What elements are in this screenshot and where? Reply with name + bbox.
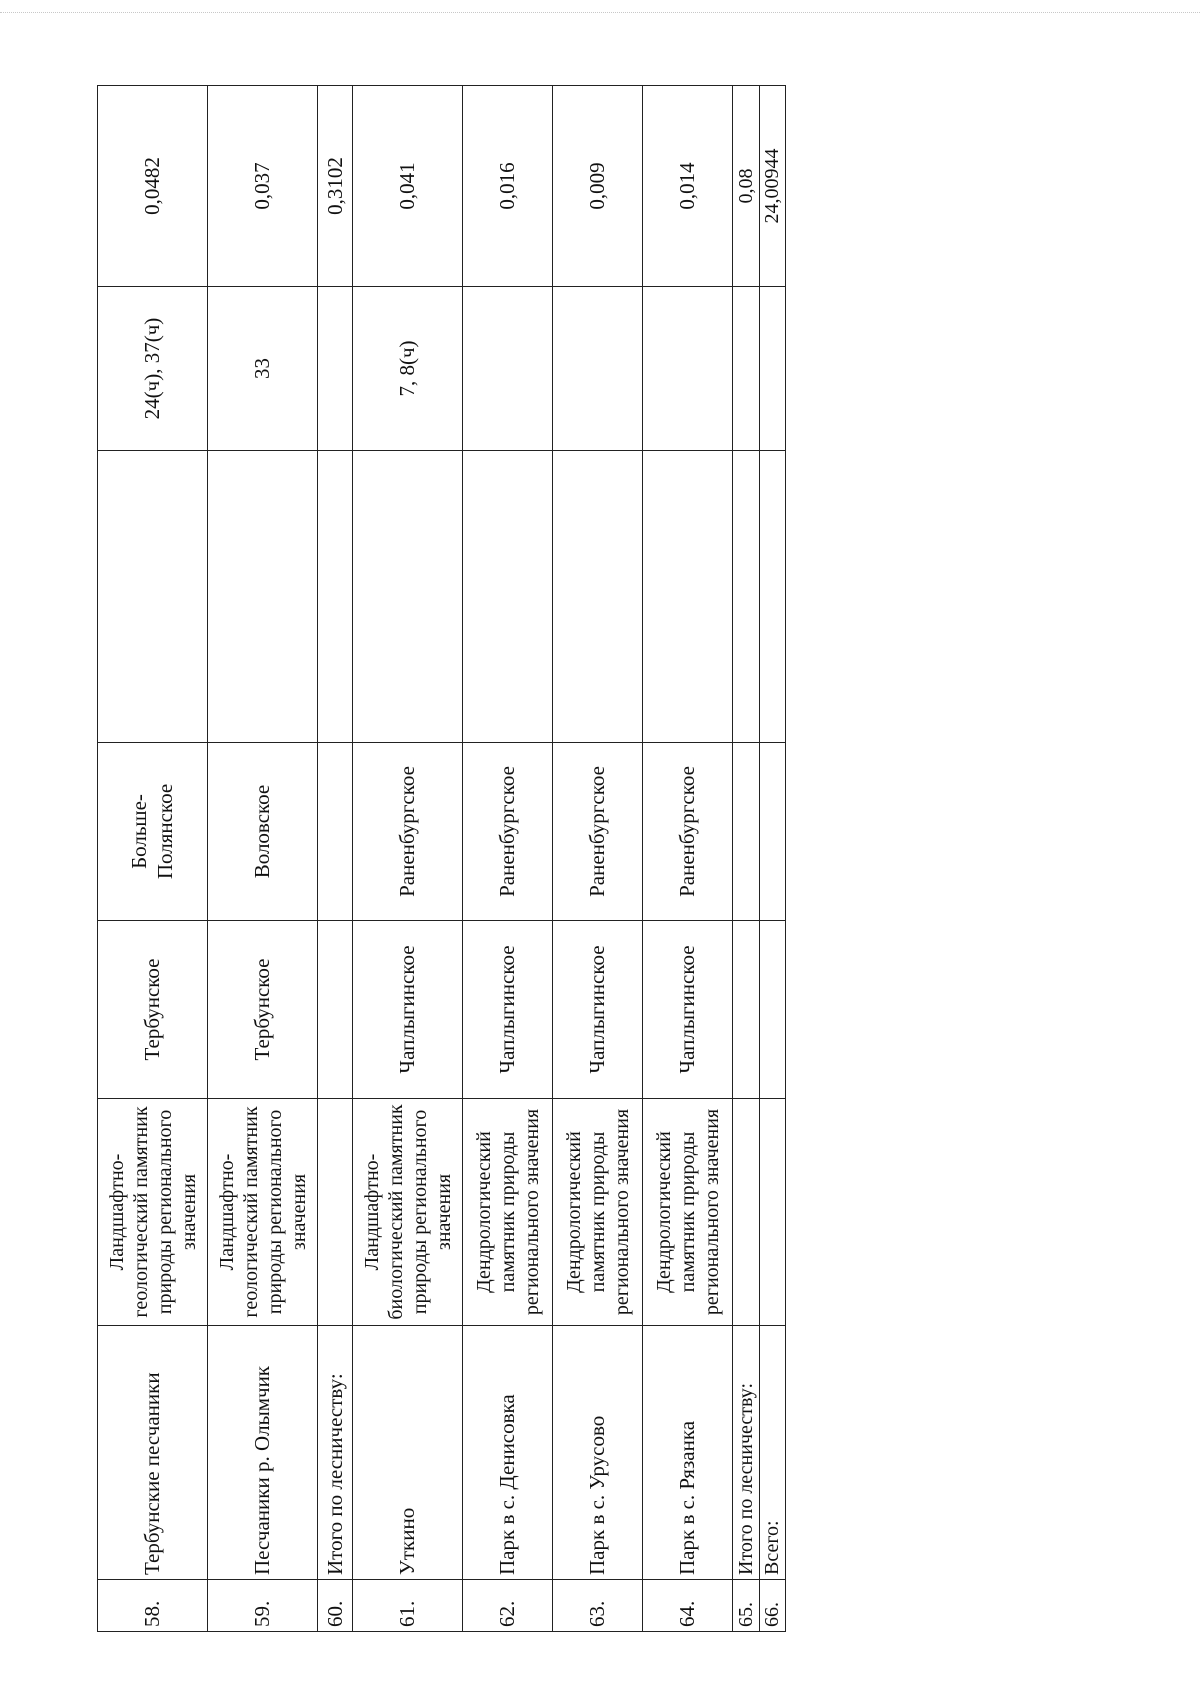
empty-cell	[759, 743, 785, 921]
area-value: 0,0482	[98, 86, 208, 287]
area-value: 0,037	[208, 86, 318, 287]
object-category: Дендрологический памятник природы регионального значения	[643, 1099, 733, 1326]
extra-cell	[643, 451, 733, 743]
row-number: 61.	[353, 1580, 463, 1632]
quarter-numbers: 7, 8(ч)	[353, 287, 463, 451]
forestry-name: Чаплыгинское	[643, 921, 733, 1099]
object-name: Парк в с. Рязанка	[643, 1326, 733, 1580]
quarter-numbers	[463, 287, 553, 451]
district-name: Раненбургское	[553, 743, 643, 921]
district-name: Раненбургское	[463, 743, 553, 921]
quarter-numbers	[553, 287, 643, 451]
empty-cell	[733, 921, 759, 1099]
area-value: 0,041	[353, 86, 463, 287]
extra-cell	[353, 451, 463, 743]
table-row	[98, 86, 208, 1632]
district-name: Воловское	[208, 743, 318, 921]
empty-cell	[733, 287, 759, 451]
total-row	[759, 86, 785, 1632]
subtotal-row	[733, 86, 759, 1632]
extra-cell	[463, 451, 553, 743]
subtotal-label: Итого по лесничеству:	[733, 1326, 759, 1580]
empty-cell	[733, 743, 759, 921]
subtotal-row	[318, 86, 353, 1632]
total-area-value: 24,00944	[759, 86, 785, 287]
object-category: Дендрологический памятник природы регионального значения	[553, 1099, 643, 1326]
table-row	[643, 86, 733, 1632]
object-category: Дендрологический памятник природы регионального значения	[463, 1099, 553, 1326]
area-value: 0,014	[643, 86, 733, 287]
protected-areas-table	[97, 85, 786, 1632]
rotated-table-wrapper	[97, 86, 786, 1632]
object-name: Тербунские песчаники	[98, 1326, 208, 1580]
row-number: 59.	[208, 1580, 318, 1632]
district-name: Раненбургское	[643, 743, 733, 921]
empty-cell	[318, 743, 353, 921]
row-number: 65.	[733, 1580, 759, 1632]
empty-cell	[759, 287, 785, 451]
forestry-name: Чаплыгинское	[553, 921, 643, 1099]
area-value: 0,016	[463, 86, 553, 287]
subtotal-area-value: 0,08	[733, 86, 759, 287]
empty-cell	[733, 1099, 759, 1326]
empty-cell	[318, 287, 353, 451]
row-number: 58.	[98, 1580, 208, 1632]
total-label: Всего:	[759, 1326, 785, 1580]
subtotal-label: Итого по лесничеству:	[318, 1326, 353, 1580]
empty-cell	[318, 921, 353, 1099]
object-category: Ландшафтно-биологический памятник природы регионального значения	[353, 1099, 463, 1326]
row-number: 66.	[759, 1580, 785, 1632]
quarter-numbers: 24(ч), 37(ч)	[98, 287, 208, 451]
forestry-name: Чаплыгинское	[353, 921, 463, 1099]
object-name: Уткино	[353, 1326, 463, 1580]
empty-cell	[759, 921, 785, 1099]
subtotal-area-value: 0,3102	[318, 86, 353, 287]
empty-cell	[759, 1099, 785, 1326]
extra-cell	[553, 451, 643, 743]
object-name: Парк в с. Урусово	[553, 1326, 643, 1580]
district-name: Раненбургское	[353, 743, 463, 921]
extra-cell	[98, 451, 208, 743]
object-name: Песчаники р. Олымчик	[208, 1326, 318, 1580]
district-name: Больше-Полянское	[98, 743, 208, 921]
extra-cell	[208, 451, 318, 743]
empty-cell	[733, 451, 759, 743]
forestry-name: Тербунское	[208, 921, 318, 1099]
empty-cell	[318, 451, 353, 743]
table-row	[353, 86, 463, 1632]
object-category: Ландшафтно-геологический памятник природы регионального значения	[208, 1099, 318, 1326]
row-number: 60.	[318, 1580, 353, 1632]
quarter-numbers	[643, 287, 733, 451]
forestry-name: Чаплыгинское	[463, 921, 553, 1099]
forestry-name: Тербунское	[98, 921, 208, 1099]
row-number: 62.	[463, 1580, 553, 1632]
table-row	[208, 86, 318, 1632]
empty-cell	[318, 1099, 353, 1326]
quarter-numbers: 33	[208, 287, 318, 451]
object-category: Ландшафтно-геологический памятник природы регионального значения	[98, 1099, 208, 1326]
table-row	[553, 86, 643, 1632]
row-number: 64.	[643, 1580, 733, 1632]
row-number: 63.	[553, 1580, 643, 1632]
area-value: 0,009	[553, 86, 643, 287]
empty-cell	[759, 451, 785, 743]
object-name: Парк в с. Денисовка	[463, 1326, 553, 1580]
table-row	[463, 86, 553, 1632]
